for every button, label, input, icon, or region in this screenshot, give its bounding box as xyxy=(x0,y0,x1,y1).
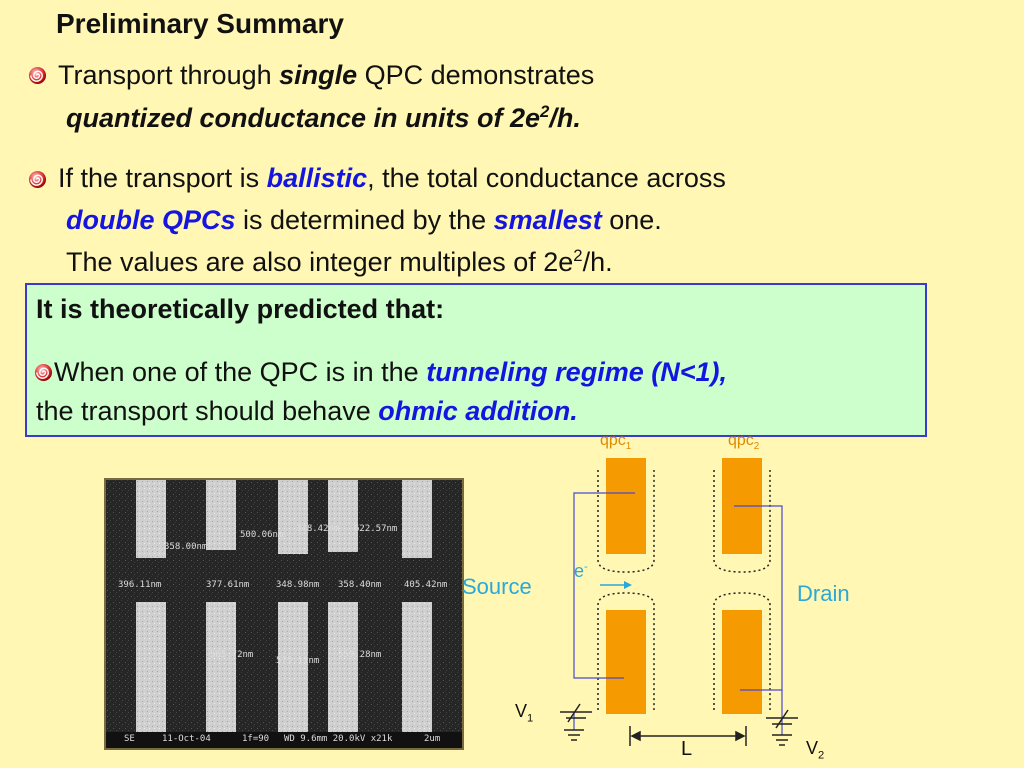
bullet-2-line-2: double QPCs is determined by the smallest one. xyxy=(66,205,662,235)
sem-measurement: 622.57nm xyxy=(354,524,398,534)
gate-bottom-left xyxy=(606,610,646,714)
sem-measurement: 575.11nm xyxy=(276,656,320,666)
drain-label: Drain xyxy=(797,581,850,606)
sem-measurement: 500.06nm xyxy=(240,530,284,540)
bullet-1-line-2: quantized conductance in units of $2e^2/h$. xyxy=(66,102,581,133)
sem-footer-text: WD 9.6mm 20.0kV x21k xyxy=(284,734,393,744)
electron-label: e- xyxy=(574,561,588,581)
source-label: Source xyxy=(462,574,532,599)
emphasis-single: single xyxy=(279,60,358,90)
sem-measurement: 565.72nm xyxy=(210,650,254,660)
sem-measurement: 377.61nm xyxy=(206,580,250,590)
qpc2-label: qpc$_2$ xyxy=(728,432,760,453)
gate-top-left xyxy=(606,458,646,554)
v2-label: $V_2$ xyxy=(806,738,825,762)
sem-footer-text: 1f=90 xyxy=(242,734,270,744)
v1-label: $V_1$ xyxy=(515,701,534,725)
sem-measurement: 348.98nm xyxy=(276,580,320,590)
sem-measurement: 396.11nm xyxy=(118,580,162,590)
sem-image xyxy=(106,480,462,748)
swirl-bullet-icon xyxy=(28,66,47,85)
qpc1-label: qpc$_1$ xyxy=(600,432,632,453)
swirl-bullet-icon xyxy=(28,170,47,189)
sem-micrograph xyxy=(104,478,464,750)
box-line-2: the transport should behave ohmic addition. xyxy=(36,396,578,426)
sem-footer-text: 2um xyxy=(424,734,441,744)
slide-title: Preliminary Summary xyxy=(56,8,344,39)
box-heading: It is theoretically predicted that: xyxy=(36,294,445,324)
sem-measurement: 405.42nm xyxy=(404,580,448,590)
voltage-source-v1 xyxy=(560,704,592,740)
emphasis-ohmic: ohmic addition. xyxy=(378,396,578,426)
gate-bottom-right xyxy=(722,610,762,714)
double-qpc-schematic xyxy=(540,440,840,765)
emphasis-double-qpcs: double QPCs xyxy=(66,205,236,235)
electron-arrow xyxy=(600,581,632,589)
sem-measurement: 358.00nm xyxy=(164,542,208,552)
bullet-2-line-3: The values are also integer multiples of $2e^2/h$. xyxy=(66,246,613,277)
swirl-bullet-icon xyxy=(34,363,53,382)
sem-measurement: 559.28nm xyxy=(338,650,382,660)
sem-footer-text: 11-Oct-04 xyxy=(162,734,211,744)
length-label: L xyxy=(681,738,693,760)
sem-measurement: 358.40nm xyxy=(338,580,382,590)
bullet-2-line-1: If the transport is ballistic, the total conductance across xyxy=(58,163,726,193)
emphasis-tunneling: tunneling regime (N<1), xyxy=(426,357,727,387)
sem-measurement: 348.42nm xyxy=(296,524,340,534)
sem-footer-text: SE xyxy=(124,734,135,744)
bullet-1-line-1: Transport through single QPC demonstrates xyxy=(58,60,595,90)
emphasis-smallest: smallest xyxy=(493,205,602,235)
emphasis-ballistic: ballistic xyxy=(266,163,368,193)
box-line-1: When one of the QPC is in the tunneling regime (N<1), xyxy=(54,357,727,387)
